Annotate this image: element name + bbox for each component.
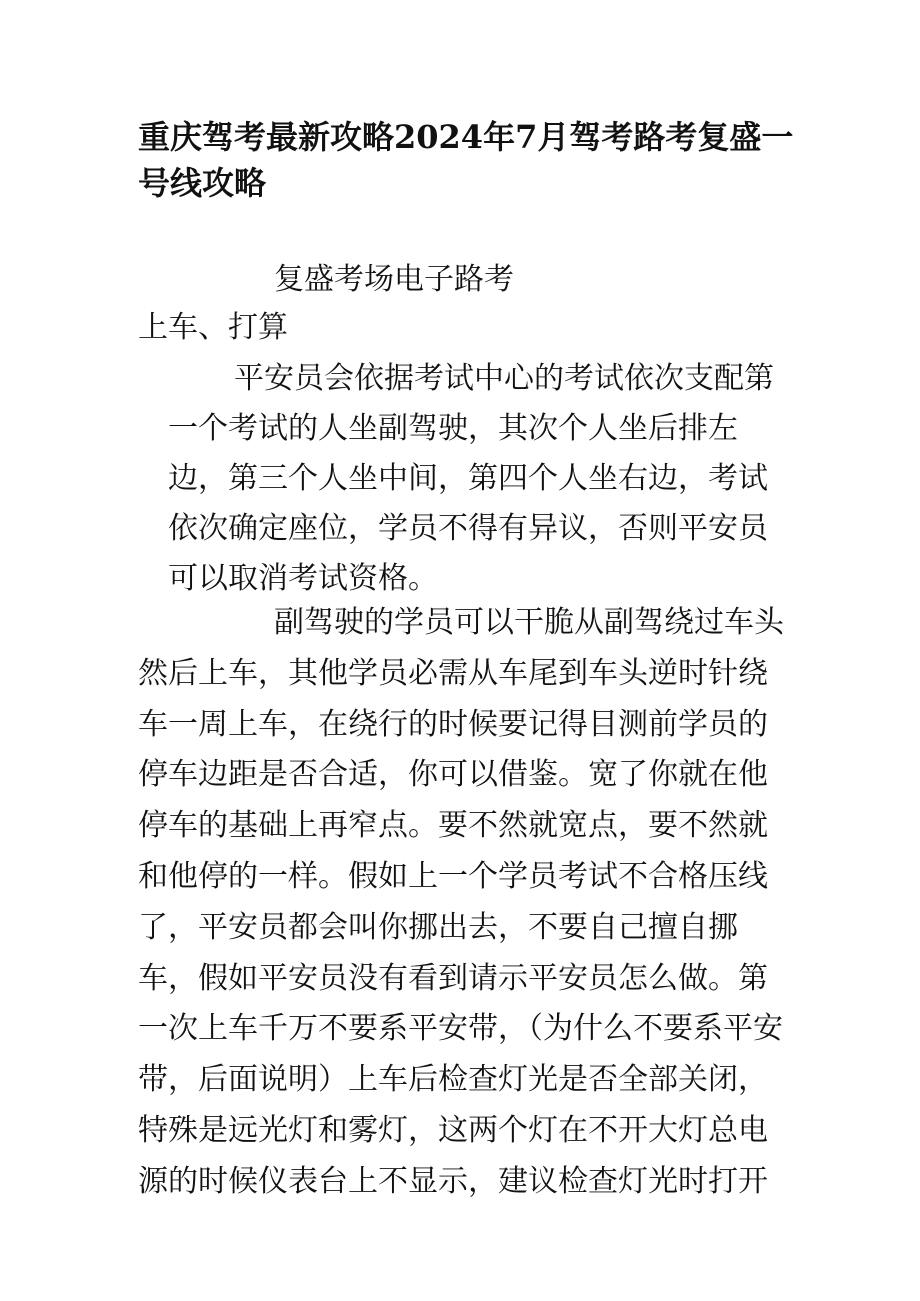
document-subtitle: 复盛考场电子路考 xyxy=(274,262,514,297)
document-title: 重庆驾考最新攻略2024年7月驾考路考复盛一号线攻略 xyxy=(138,118,794,202)
paragraph-seating: 平安员会依据考试中心的考试依次支配第一个考试的人坐副驾驶，其次个人坐后排左边，第三个人坐中间，第四个人坐右边，考试依次确定座位，学员不得有异议，否则平安员可以取消考试资格。 xyxy=(168,361,774,596)
section-heading: 上车、打算 xyxy=(138,310,288,345)
paragraph-boarding: 副驾驶的学员可以干脆从副驾绕过车头然后上车，其他学员必需从车尾到车头逆时针绕车一周上车，在绕行的时候要记得目测前学员的停车边距是否合适，你可以借鉴。宽了你就在他停车的基础上再窄点。要不然就宽点，要不然就和他停的一样。假如上一个学员考试不合格压线了，平安员都会叫你挪出去，不要自己擅自挪车，假如平安员没有看到请示平安员怎么做。第一次上车千万不要系平安带，（为什么不要系平安带，后面说明）上车后检查灯光是否全部关闭，特殊是远光灯和雾灯，这两个灯在不开大灯总电源的时候仪表台上不显示，建议检查灯光时打开 xyxy=(138,605,784,1199)
